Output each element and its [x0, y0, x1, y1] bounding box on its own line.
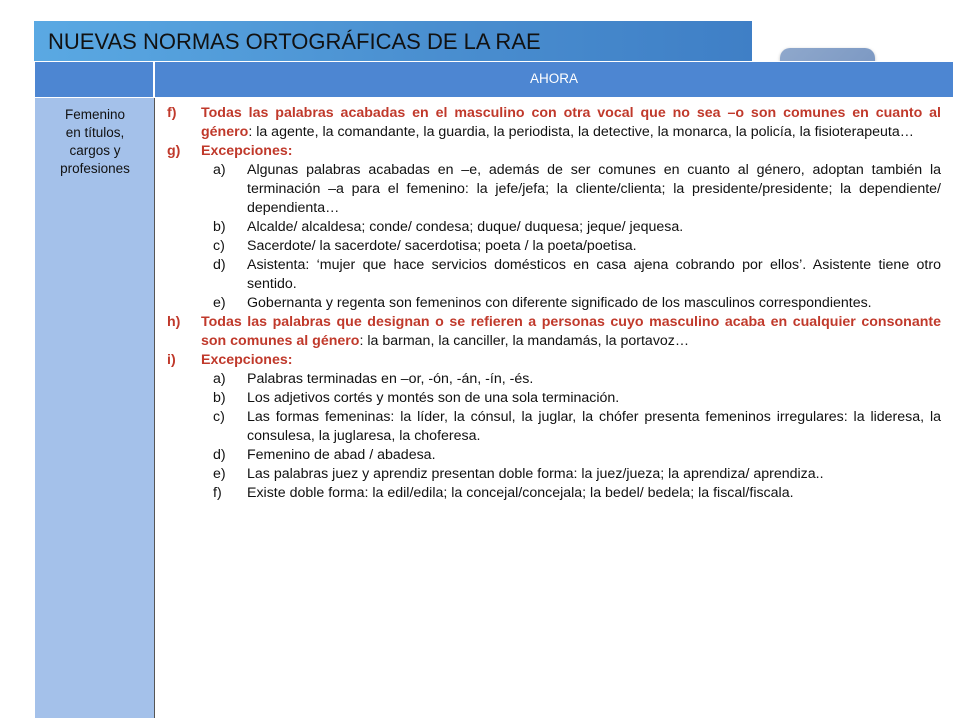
item-marker: f)	[213, 485, 222, 501]
item-text: : la agente, la comandante, la guardia, la periodista, la detective, la monarca, la policía, la fisioterapeuta…	[248, 124, 914, 140]
item-marker: b)	[213, 219, 226, 235]
row-label-cell	[34, 98, 154, 718]
rule-item	[167, 142, 941, 161]
item-text: Gobernanta y regenta son femeninos con diferente significado de los masculinos correspondientes.	[247, 295, 872, 311]
item-marker: d)	[213, 257, 226, 273]
rule-subitem	[167, 218, 941, 237]
item-marker: b)	[213, 390, 226, 406]
item-text: Palabras terminadas en –or, -ón, -án, -ín, -és.	[247, 371, 534, 387]
rule-subitem	[167, 446, 941, 465]
item-emphasis-text: Excepciones:	[201, 352, 293, 368]
header-empty-cell	[34, 61, 154, 98]
rule-subitem	[167, 389, 941, 408]
item-emphasis-text: Excepciones:	[201, 143, 293, 159]
item-text: Existe doble forma: la edil/edila; la concejal/concejala; la bedel/ bedela; la fiscal/fiscala.	[247, 485, 794, 501]
page-title: NUEVAS NORMAS ORTOGRÁFICAS DE LA RAE	[48, 29, 541, 54]
item-text: Las palabras juez y aprendiz presentan doble forma: la juez/jueza; la aprendiza/ aprendiza..	[247, 466, 824, 482]
rule-subitem	[167, 408, 941, 446]
item-text: Femenino de abad / abadesa.	[247, 447, 436, 463]
item-text: Sacerdote/ la sacerdote/ sacerdotisa; poeta / la poeta/poetisa.	[247, 238, 637, 254]
rule-item	[167, 104, 941, 142]
rules-table	[34, 61, 954, 718]
item-marker: c)	[213, 409, 225, 425]
rule-subitem	[167, 237, 941, 256]
rule-item	[167, 313, 941, 351]
rule-subitem	[167, 256, 941, 294]
item-marker: i)	[167, 352, 176, 368]
rule-subitem	[167, 484, 941, 503]
item-emphasis-text: Todas las palabras que designan o se refieren a personas cuyo masculino acaba en cualquier consonante son comunes al género	[201, 314, 941, 349]
item-text: Las formas femeninas: la líder, la cónsul, la juglar, la chófer presenta femeninos irregulares: la lideresa, la consulesa, la juglaresa, la choferesa.	[247, 409, 941, 444]
rules-list	[167, 104, 941, 503]
item-marker: e)	[213, 295, 226, 311]
item-marker: f)	[167, 105, 177, 121]
item-emphasis-text: Todas las palabras acabadas en el masculino con otra vocal que no sea –o son comunes en cuanto al género	[201, 105, 941, 140]
rule-subitem	[167, 465, 941, 484]
item-text: Algunas palabras acabadas en –e, además de ser comunes en cuanto al género, adoptan también la terminación –a para el femenino: la jefe/jefa; la cliente/clienta; la presidente/presidente; la dependiente/ dependienta…	[247, 162, 941, 216]
item-marker: h)	[167, 314, 181, 330]
item-marker: a)	[213, 371, 226, 387]
item-marker: c)	[213, 238, 225, 254]
row-label: Femenino en títulos, cargos y profesiones	[60, 107, 130, 176]
rule-subitem	[167, 294, 941, 313]
item-text: Los adjetivos cortés y montés son de una sola terminación.	[247, 390, 620, 406]
item-text: : la barman, la canciller, la mandamás, la portavoz…	[359, 333, 690, 349]
item-marker: e)	[213, 466, 226, 482]
rule-subitem	[167, 161, 941, 218]
item-text: Asistenta: ‘mujer que hace servicios domésticos en casa ajena cobrando por ellos’. Asistente tiene otro sentido.	[247, 257, 941, 292]
item-marker: g)	[167, 143, 181, 159]
rule-item	[167, 351, 941, 370]
item-text: Alcalde/ alcaldesa; conde/ condesa; duque/ duquesa; jeque/ jequesa.	[247, 219, 684, 235]
item-marker: a)	[213, 162, 226, 178]
rule-subitem	[167, 370, 941, 389]
item-marker: d)	[213, 447, 226, 463]
rules-cell	[154, 98, 954, 718]
title-bar	[34, 21, 752, 61]
column-header-ahora: AHORA	[154, 61, 954, 98]
